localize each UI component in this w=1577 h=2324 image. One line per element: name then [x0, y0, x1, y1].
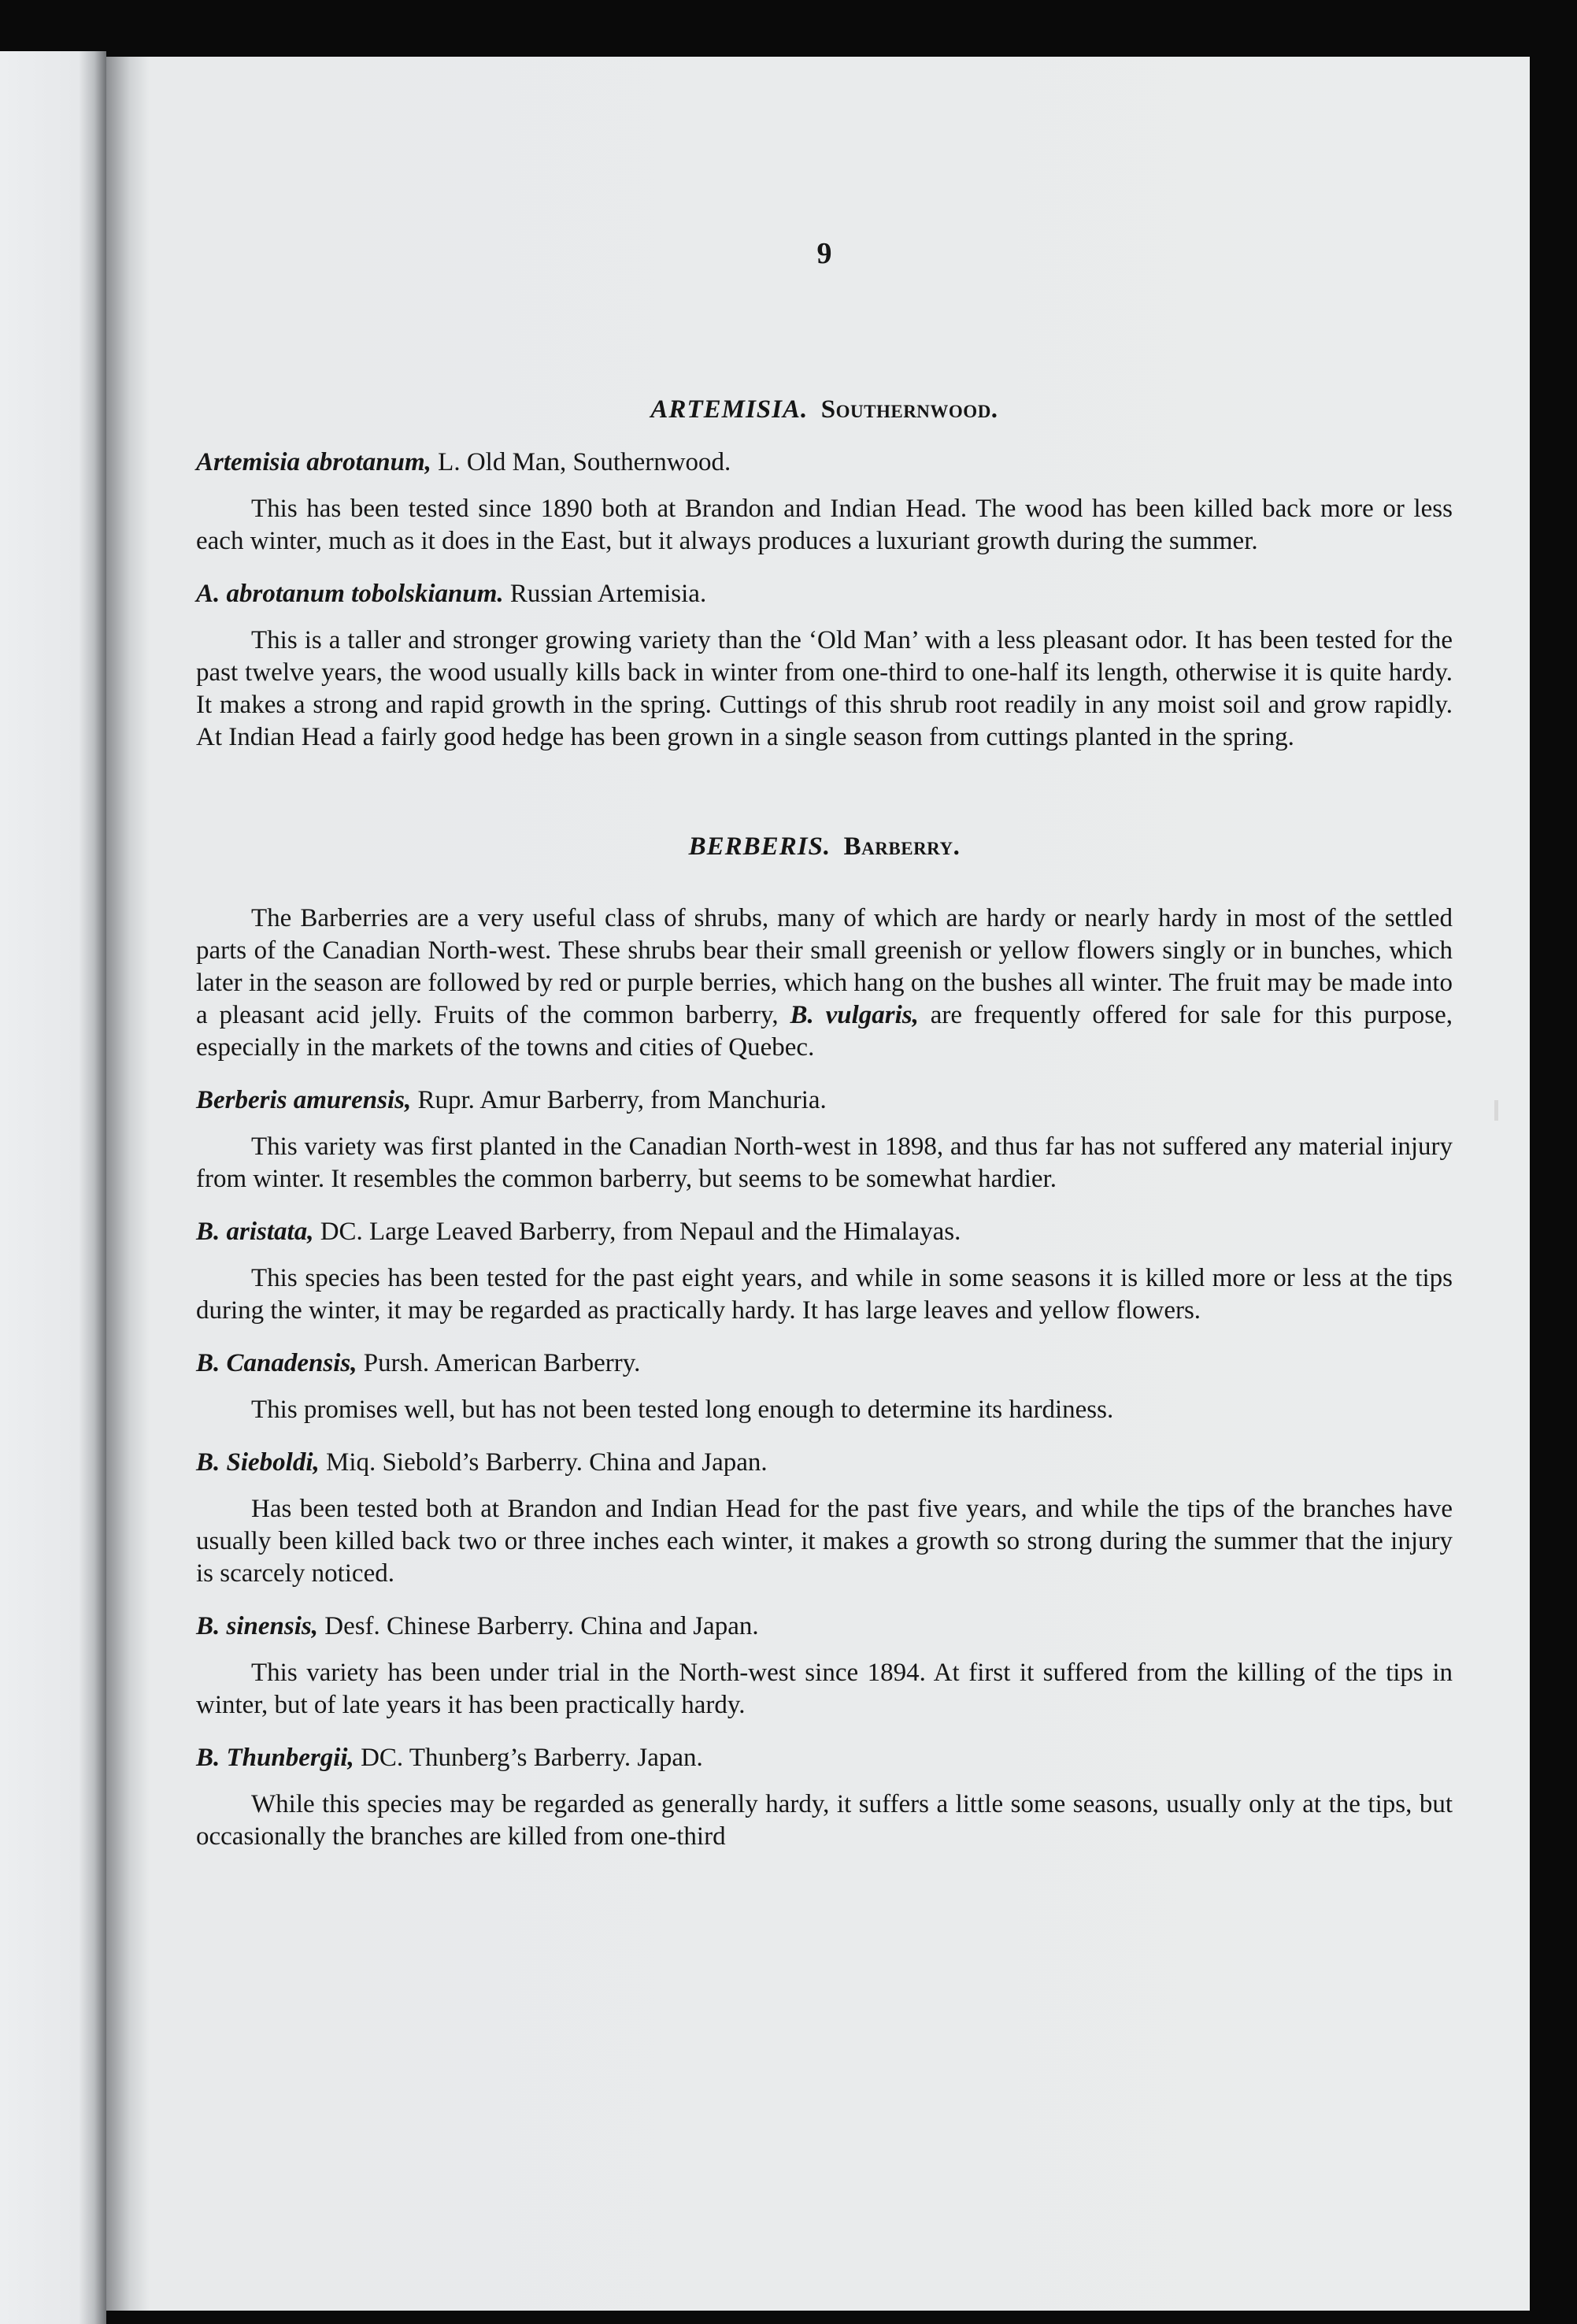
- section-title-artemisia: [196, 394, 1453, 426]
- section-intro: [196, 903, 1453, 1064]
- page-number: 9: [816, 237, 832, 270]
- species-heading: [196, 1084, 1453, 1117]
- species-details: DC. Thunberg’s Barberry. Japan.: [354, 1744, 703, 1772]
- intro-text: The Barberries are a very useful class of shrubs, many of which are hardy or nearly hardy in most of the settled parts of the Canadian North-west. These shrubs bear their small greenish or yellow flowers singly or in bunches, which later in the season are followed by red or purple berries, which hang on the bushes all winter. The fruit may be made into a pleasant acid jelly. Fruits of the common barberry,: [196, 904, 1453, 1029]
- species-name: Berberis amurensis,: [196, 1086, 412, 1114]
- page-content: [196, 237, 1453, 1853]
- species-name: B. Canadensis,: [196, 1349, 357, 1377]
- species-heading: [196, 1216, 1453, 1248]
- species-name: B. aristata,: [196, 1218, 314, 1246]
- species-details: Rupr. Amur Barberry, from Manchuria.: [411, 1086, 827, 1114]
- species-name: A. abrotanum tobolskianum.: [196, 580, 504, 608]
- species-details: Miq. Siebold’s Barberry. China and Japan.: [319, 1448, 768, 1477]
- species-heading: [196, 578, 1453, 610]
- species-description: This variety was first planted in the Canadian North-west in 1898, and thus far has not suffered any material injury from winter. It resembles the common barberry, but seems to be somewhat hardier.: [196, 1132, 1453, 1193]
- species-description: This is a taller and stronger growing variety than the ‘Old Man’ with a less pleasant odor. It has been tested for the past twelve years, the wood usually kills back in winter from one-third to one-half its length, otherwise it is quite hardy. It makes a strong and rapid growth in the spring. Cuttings of this shrub root readily in any moist soil and grow rapidly. At Indian Head a fairly good hedge has been grown in a single season from cuttings planted in the spring.: [196, 626, 1453, 751]
- book-page: [106, 57, 1530, 2311]
- section-title-berberis: [196, 831, 1453, 863]
- species-name: B. sinensis,: [196, 1612, 318, 1640]
- scan-edge: [0, 51, 106, 2324]
- species-heading: [196, 1742, 1453, 1774]
- species-heading: [196, 1610, 1453, 1643]
- species-heading: [196, 1447, 1453, 1479]
- species-details: Desf. Chinese Barberry. China and Japan.: [317, 1612, 759, 1640]
- genus-name: ARTEMISIA.: [650, 395, 809, 424]
- species-description: This promises well, but has not been tested long enough to determine its hardiness.: [251, 1396, 1114, 1424]
- intro-text: are frequently offered for sale for this purpose, especially in the markets of the towns and cities of Quebec.: [196, 1001, 1453, 1062]
- species-description: Has been tested both at Brandon and Indian Head for the past five years, and while the tips of the branches have usually been killed back two or three inches each winter, it makes a growth so strong during the summer that the injury is scarcely noticed.: [196, 1495, 1453, 1588]
- common-name: Southernwood.: [820, 395, 998, 424]
- intro-species-name: B. vulgaris,: [790, 1001, 919, 1029]
- common-name: Barberry.: [843, 832, 961, 861]
- genus-name: BERBERIS.: [688, 832, 831, 861]
- scan-mark: [1494, 1100, 1498, 1121]
- species-description: This has been tested since 1890 both at Brandon and Indian Head. The wood has been killed back more or less each winter, much as it does in the East, but it always produces a luxuriant growth during the summer.: [196, 495, 1453, 555]
- species-name: Artemisia abrotanum,: [196, 448, 431, 476]
- species-details: DC. Large Leaved Barberry, from Nepaul and the Himalayas.: [313, 1218, 961, 1246]
- species-details: Pursh. American Barberry.: [357, 1349, 641, 1377]
- species-description: This species has been tested for the past eight years, and while in some seasons it is killed more or less at the tips during the winter, it may be regarded as practically hardy. It has large leaves and yellow flowers.: [196, 1264, 1453, 1325]
- species-details: Russian Artemisia.: [503, 580, 707, 608]
- species-description: While this species may be regarded as generally hardy, it suffers a little some seasons, usually only at the tips, but occasionally the branches are killed from one-third: [196, 1790, 1453, 1851]
- species-name: B. Thunbergii,: [196, 1744, 354, 1772]
- species-heading: [196, 1347, 1453, 1380]
- species-details: L. Old Man, Southernwood.: [431, 448, 731, 476]
- species-description: This variety has been under trial in the North-west since 1894. At first it suffered from the killing of the tips in winter, but of late years it has been practically hardy.: [196, 1659, 1453, 1719]
- species-name: B. Sieboldi,: [196, 1448, 320, 1477]
- species-heading: [196, 447, 1453, 479]
